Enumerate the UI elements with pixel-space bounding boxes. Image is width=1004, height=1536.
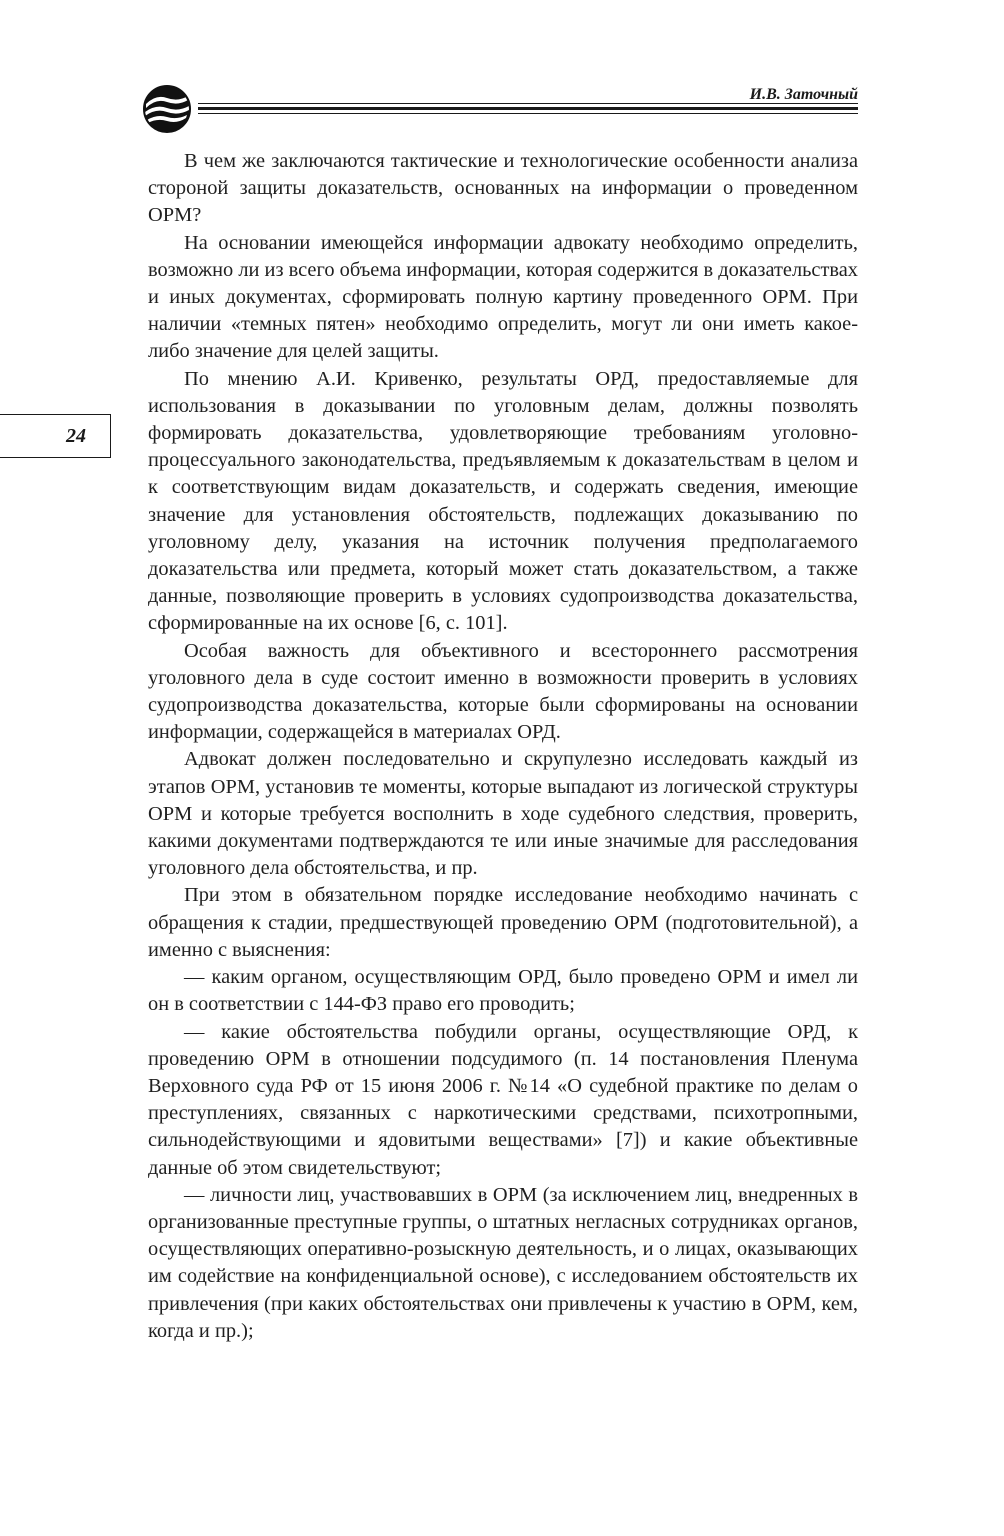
- page-number: 24: [66, 425, 86, 447]
- publisher-logo-icon: [142, 84, 192, 134]
- list-item: — каким органом, осуществляющим ОРД, было проведено ОРМ и имел ли он в соответствии с 144-ФЗ право его проводить;: [148, 966, 858, 1016]
- paragraph: В чем же заключаются тактические и технологические особенности анализа стороной защиты доказательств, основанных на информации о проведенном ОРМ?: [148, 150, 858, 227]
- header-rule-thin-bottom: [198, 113, 858, 114]
- header-rule-thick: [198, 107, 858, 110]
- paragraph: Адвокат должен последовательно и скрупулезно исследовать каждый из этапов ОРМ, установив те моменты, которые выпадают из логической структуры ОРМ и которые требуется восполнить в ходе судебного следствия, проверить, какими документами подтверждаются те или иные значимые для расследования уголовного дела обстоятельства, и пр.: [148, 748, 858, 880]
- running-header-author: И.В. Заточный: [749, 86, 858, 103]
- paragraph: Особая важность для объективного и всестороннего рассмотрения уголовного дела в суде состоит именно в возможности проверить в условиях судопроизводства доказательства, которые были сформированы на основании информации, содержащейся в материалах ОРД.: [148, 639, 858, 744]
- header-rule-thin-top: [198, 103, 858, 104]
- body-text: [148, 148, 858, 1345]
- list-item: — личности лиц, участвовавших в ОРМ (за исключением лиц, внедренных в организованные преступные группы, о штатных негласных сотрудниках органов, осуществляющих оперативно-розыскную деятельность, и о лицах, оказывающих им содействие на конфиденциальной основе), с исследованием обстоятельств их привлечения (при каких обстоятельствах они привлечены к участию в ОРМ, кем, когда и пр.);: [148, 1183, 858, 1342]
- page-number-box: [0, 414, 111, 458]
- paragraph: На основании имеющейся информации адвокату необходимо определить, возможно ли из всего объема информации, которая содержится в доказательствах и иных документах, сформировать полную картину проведенного ОРМ. При наличии «темных пятен» необходимо определить, могут ли они иметь какое-либо значение для целей защиты.: [148, 231, 858, 363]
- paragraph: По мнению А.И. Кривенко, результаты ОРД, предоставляемые для использования в доказывании по уголовным делам, должны позволять формировать доказательства, удовлетворяющие требованиям уголовно-процессуального законодательства, предъявляемым к доказательствам в целом и к соответствующим видам доказательств, и содержать сведения, имеющие значение для установления обстоятельств, подлежащих доказыванию по уголовному делу, указания на источник получения предполагаемого доказательства или предмета, который может стать доказательством, а также данные, позволяющие проверить в условиях судопроизводства доказательства, сформированные на их основе [6, с. 101].: [148, 367, 858, 635]
- list-item: — какие обстоятельства побудили органы, осуществляющие ОРД, к проведению ОРМ в отношении подсудимого (п. 14 постановления Пленума Верховного суда РФ от 15 июня 2006 г. №14 «О судебной практике по делам о преступлениях, связанных с наркотическими средствами, психотропными, сильнодействующими и ядовитыми веществами» [7]) и какие объективные данные об этом свидетельствуют;: [148, 1020, 858, 1179]
- paragraph: При этом в обязательном порядке исследование необходимо начинать с обращения к стадии, предшествующей проведению ОРМ (подготовительной), а именно с выяснения:: [148, 884, 858, 961]
